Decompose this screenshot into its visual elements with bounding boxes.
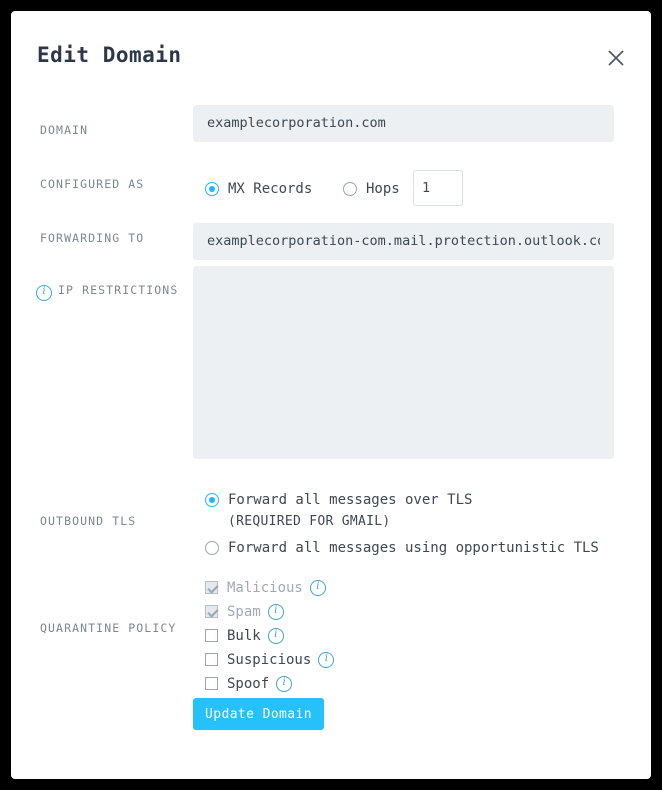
- domain-input[interactable]: [193, 105, 614, 142]
- radio-tls-opportunistic[interactable]: [205, 537, 599, 556]
- suspicious-info-icon[interactable]: i: [318, 652, 334, 668]
- checkbox-malicious-control[interactable]: [205, 581, 218, 594]
- bulk-info-icon[interactable]: i: [268, 628, 284, 644]
- radio-tls-required[interactable]: [205, 489, 472, 508]
- quarantine-policy-label: QUARANTINE POLICY: [40, 621, 177, 635]
- checkbox-bulk-label: Bulk: [227, 627, 261, 644]
- configured-as-label: CONFIGURED AS: [40, 177, 145, 191]
- checkbox-suspicious-label: Suspicious: [227, 651, 312, 668]
- radio-tls-required-label: Forward all messages over TLS: [228, 491, 473, 508]
- close-icon[interactable]: [603, 45, 629, 71]
- outbound-tls-label: OUTBOUND TLS: [40, 514, 137, 528]
- radio-hops[interactable]: [343, 178, 400, 197]
- checkbox-spoof-label: Spoof: [227, 675, 270, 692]
- radio-tls-opportunistic-control[interactable]: [205, 541, 219, 555]
- outbound-tls-note: (REQUIRED FOR GMAIL): [228, 514, 391, 529]
- ip-restrictions-info-icon[interactable]: i: [36, 282, 52, 301]
- checkbox-spoof[interactable]: [205, 673, 292, 692]
- page-title: Edit Domain: [37, 43, 182, 67]
- checkbox-spam-label: Spam: [227, 603, 261, 620]
- edit-domain-dialog: [11, 11, 651, 779]
- checkbox-spoof-control[interactable]: [205, 677, 218, 690]
- checkbox-malicious[interactable]: [205, 577, 326, 596]
- radio-hops-label: Hops: [366, 180, 400, 197]
- forwarding-to-label: FORWARDING TO: [40, 231, 145, 245]
- checkbox-suspicious-control[interactable]: [205, 653, 218, 666]
- checkbox-bulk[interactable]: [205, 625, 284, 644]
- radio-mx-records-label: MX Records: [228, 180, 313, 197]
- radio-tls-opportunistic-label: Forward all messages using opportunistic TLS: [228, 539, 599, 556]
- hops-input[interactable]: [413, 170, 463, 206]
- ip-restrictions-label: IP RESTRICTIONS: [58, 283, 179, 297]
- checkbox-bulk-control[interactable]: [205, 629, 218, 642]
- radio-mx-records-control[interactable]: [205, 182, 219, 196]
- update-domain-button[interactable]: Update Domain: [193, 698, 324, 730]
- radio-tls-required-control[interactable]: [205, 493, 219, 507]
- checkbox-suspicious[interactable]: [205, 649, 334, 668]
- radio-mx-records[interactable]: [205, 178, 312, 197]
- radio-hops-control[interactable]: [343, 182, 357, 196]
- forwarding-to-input[interactable]: [193, 223, 614, 260]
- spoof-info-icon[interactable]: i: [276, 676, 292, 692]
- malicious-info-icon[interactable]: i: [310, 580, 326, 596]
- domain-label: DOMAIN: [40, 123, 89, 137]
- checkbox-malicious-label: Malicious: [227, 579, 303, 596]
- checkbox-spam[interactable]: [205, 601, 284, 620]
- ip-restrictions-textarea[interactable]: [193, 266, 614, 459]
- spam-info-icon[interactable]: i: [268, 604, 284, 620]
- checkbox-spam-control[interactable]: [205, 605, 218, 618]
